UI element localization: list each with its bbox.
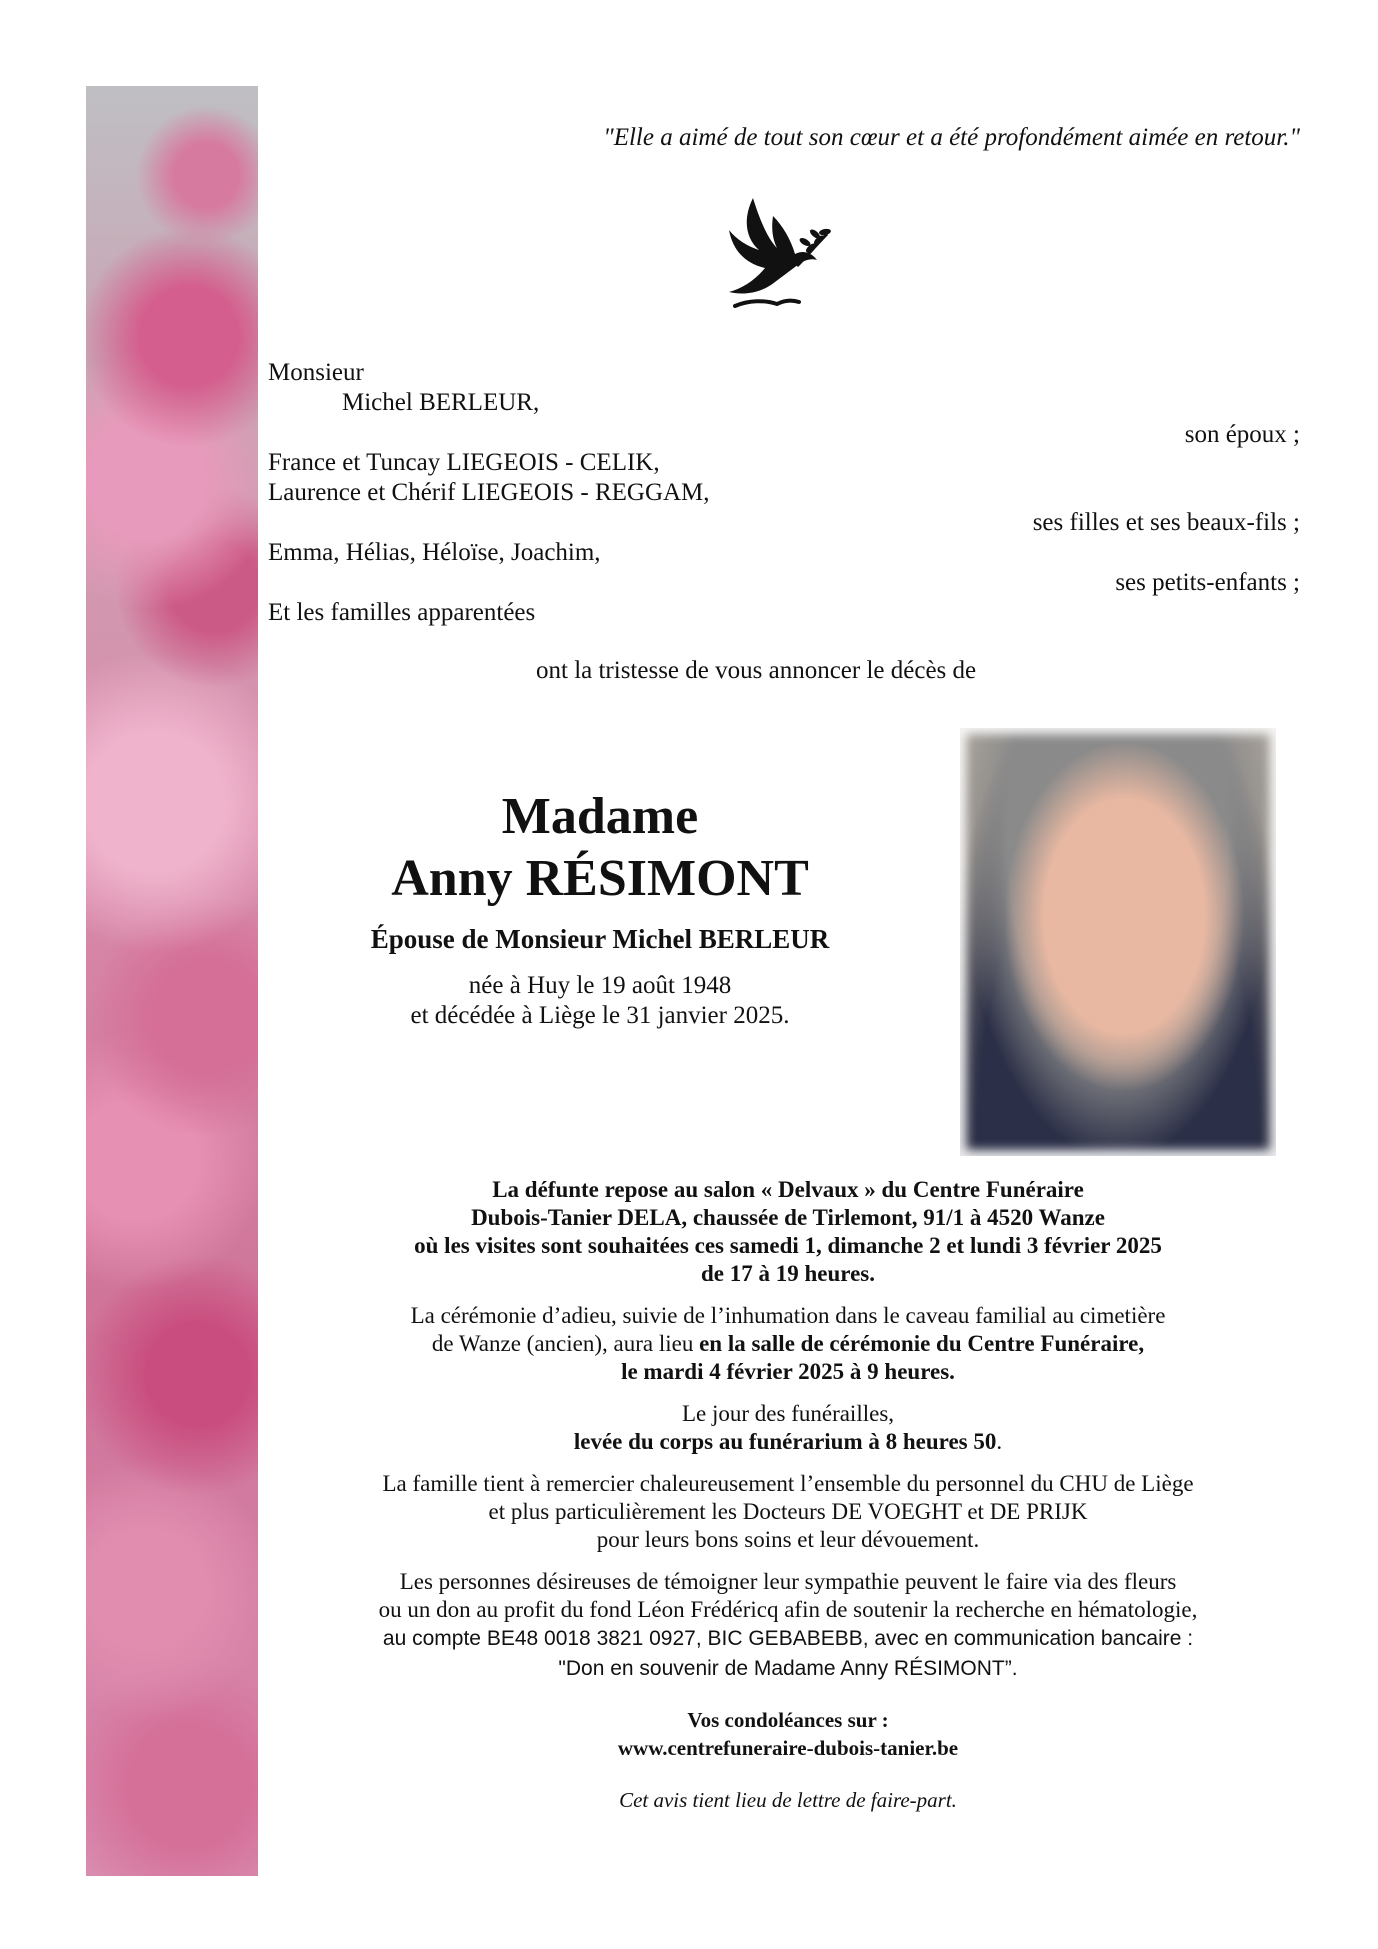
ceremony-block (268, 1302, 1308, 1386)
ceremony-line-2-bold: en la salle de cérémonie du Centre Funéraire, (699, 1331, 1145, 1356)
ceremony-line-2 (268, 1330, 1308, 1358)
birth-line: née à Huy le 19 août 1948 (468, 972, 732, 999)
spouse-line: Épouse de Monsieur Michel BERLEUR (370, 924, 830, 954)
visitation-line-2: Dubois-Tanier DELA, chaussée de Tirlemont, 91/1 à 4520 Wanze (471, 1205, 1105, 1230)
funeral-day-line-2-bold: levée du corps au funérarium à 8 heures 50 (573, 1429, 997, 1454)
portrait-photo (960, 728, 1276, 1156)
floral-side-image (86, 86, 258, 1876)
epigraph-quote: "Elle a aimé de tout son cœur et a été profondément aimée en retour." (603, 124, 1300, 151)
donation-line-4: "Don en souvenir de Madame Anny RÉSIMONT”. (558, 1657, 1018, 1680)
donation-line-3: au compte BE48 0018 3821 0927, BIC GEBABEBB, avec en communication bancaire : (382, 1627, 1194, 1650)
condolences-block (268, 1706, 1308, 1762)
husband-role: son époux ; (1184, 421, 1300, 448)
funeral-day-line-2-end: . (996, 1429, 1003, 1454)
death-line: et décédée à Liège le 31 janvier 2025. (410, 1002, 790, 1029)
daughter-couple-1: France et Tuncay LIEGEOIS - CELIK, (268, 449, 660, 476)
funeral-day-block (268, 1400, 1308, 1456)
daughters-role: ses filles et ses beaux-fils ; (1032, 509, 1300, 536)
relatives-line: Et les familles apparentées (268, 599, 536, 626)
monsieur-label: Monsieur (268, 359, 364, 386)
condolences-website-link[interactable]: www.centrefuneraire-dubois-tanier.be (617, 1736, 959, 1760)
donation-line-1: Les personnes désireuses de témoigner leur sympathie peuvent le faire via des fleurs (399, 1569, 1177, 1594)
thanks-line-3: pour leurs bons soins et leur dévouement. (596, 1527, 980, 1552)
visitation-line-4: de 17 à 19 heures. (701, 1261, 875, 1286)
ceremony-line-3: le mardi 4 février 2025 à 9 heures. (621, 1359, 955, 1384)
donation-line-2: ou un don au profit du fond Léon Frédéricq afin de soutenir la recherche en hématologie, (378, 1597, 1198, 1622)
deceased-name: Anny RÉSIMONT (391, 850, 809, 907)
footer-note: Cet avis tient lieu de lettre de faire-part. (619, 1788, 957, 1812)
deceased-title: Madame (501, 788, 699, 845)
announcement-line: ont la tristesse de vous annoncer le décès de (536, 657, 977, 684)
visitation-line-3: où les visites sont souhaitées ces samedi 1, dimanche 2 et lundi 3 février 2025 (414, 1233, 1162, 1258)
husband-name: Michel BERLEUR, (342, 389, 540, 416)
daughter-couple-2: Laurence et Chérif LIEGEOIS - REGGAM, (268, 479, 710, 506)
funeral-day-line-2 (268, 1428, 1308, 1456)
funeral-day-line-1: Le jour des funérailles, (681, 1401, 895, 1426)
visitation-line-1: La défunte repose au salon « Delvaux » du Centre Funéraire (492, 1177, 1084, 1202)
thanks-block (268, 1470, 1308, 1554)
grandchildren-names: Emma, Hélias, Héloïse, Joachim, (268, 539, 601, 566)
donation-block (268, 1568, 1308, 1684)
visitation-block (268, 1176, 1308, 1288)
condolences-label: Vos condoléances sur : (687, 1708, 889, 1732)
grandchildren-role: ses petits-enfants ; (1115, 569, 1300, 596)
ceremony-line-1: La cérémonie d’adieu, suivie de l’inhumation dans le caveau familial au cimetière (410, 1303, 1166, 1328)
thanks-line-2: et plus particulièrement les Docteurs DE VOEGHT et DE PRIJK (488, 1499, 1088, 1524)
dove-icon (725, 196, 835, 314)
thanks-line-1: La famille tient à remercier chaleureusement l’ensemble du personnel du CHU de Liège (382, 1471, 1194, 1496)
ceremony-line-2-plain: de Wanze (ancien), aura lieu (431, 1331, 700, 1356)
